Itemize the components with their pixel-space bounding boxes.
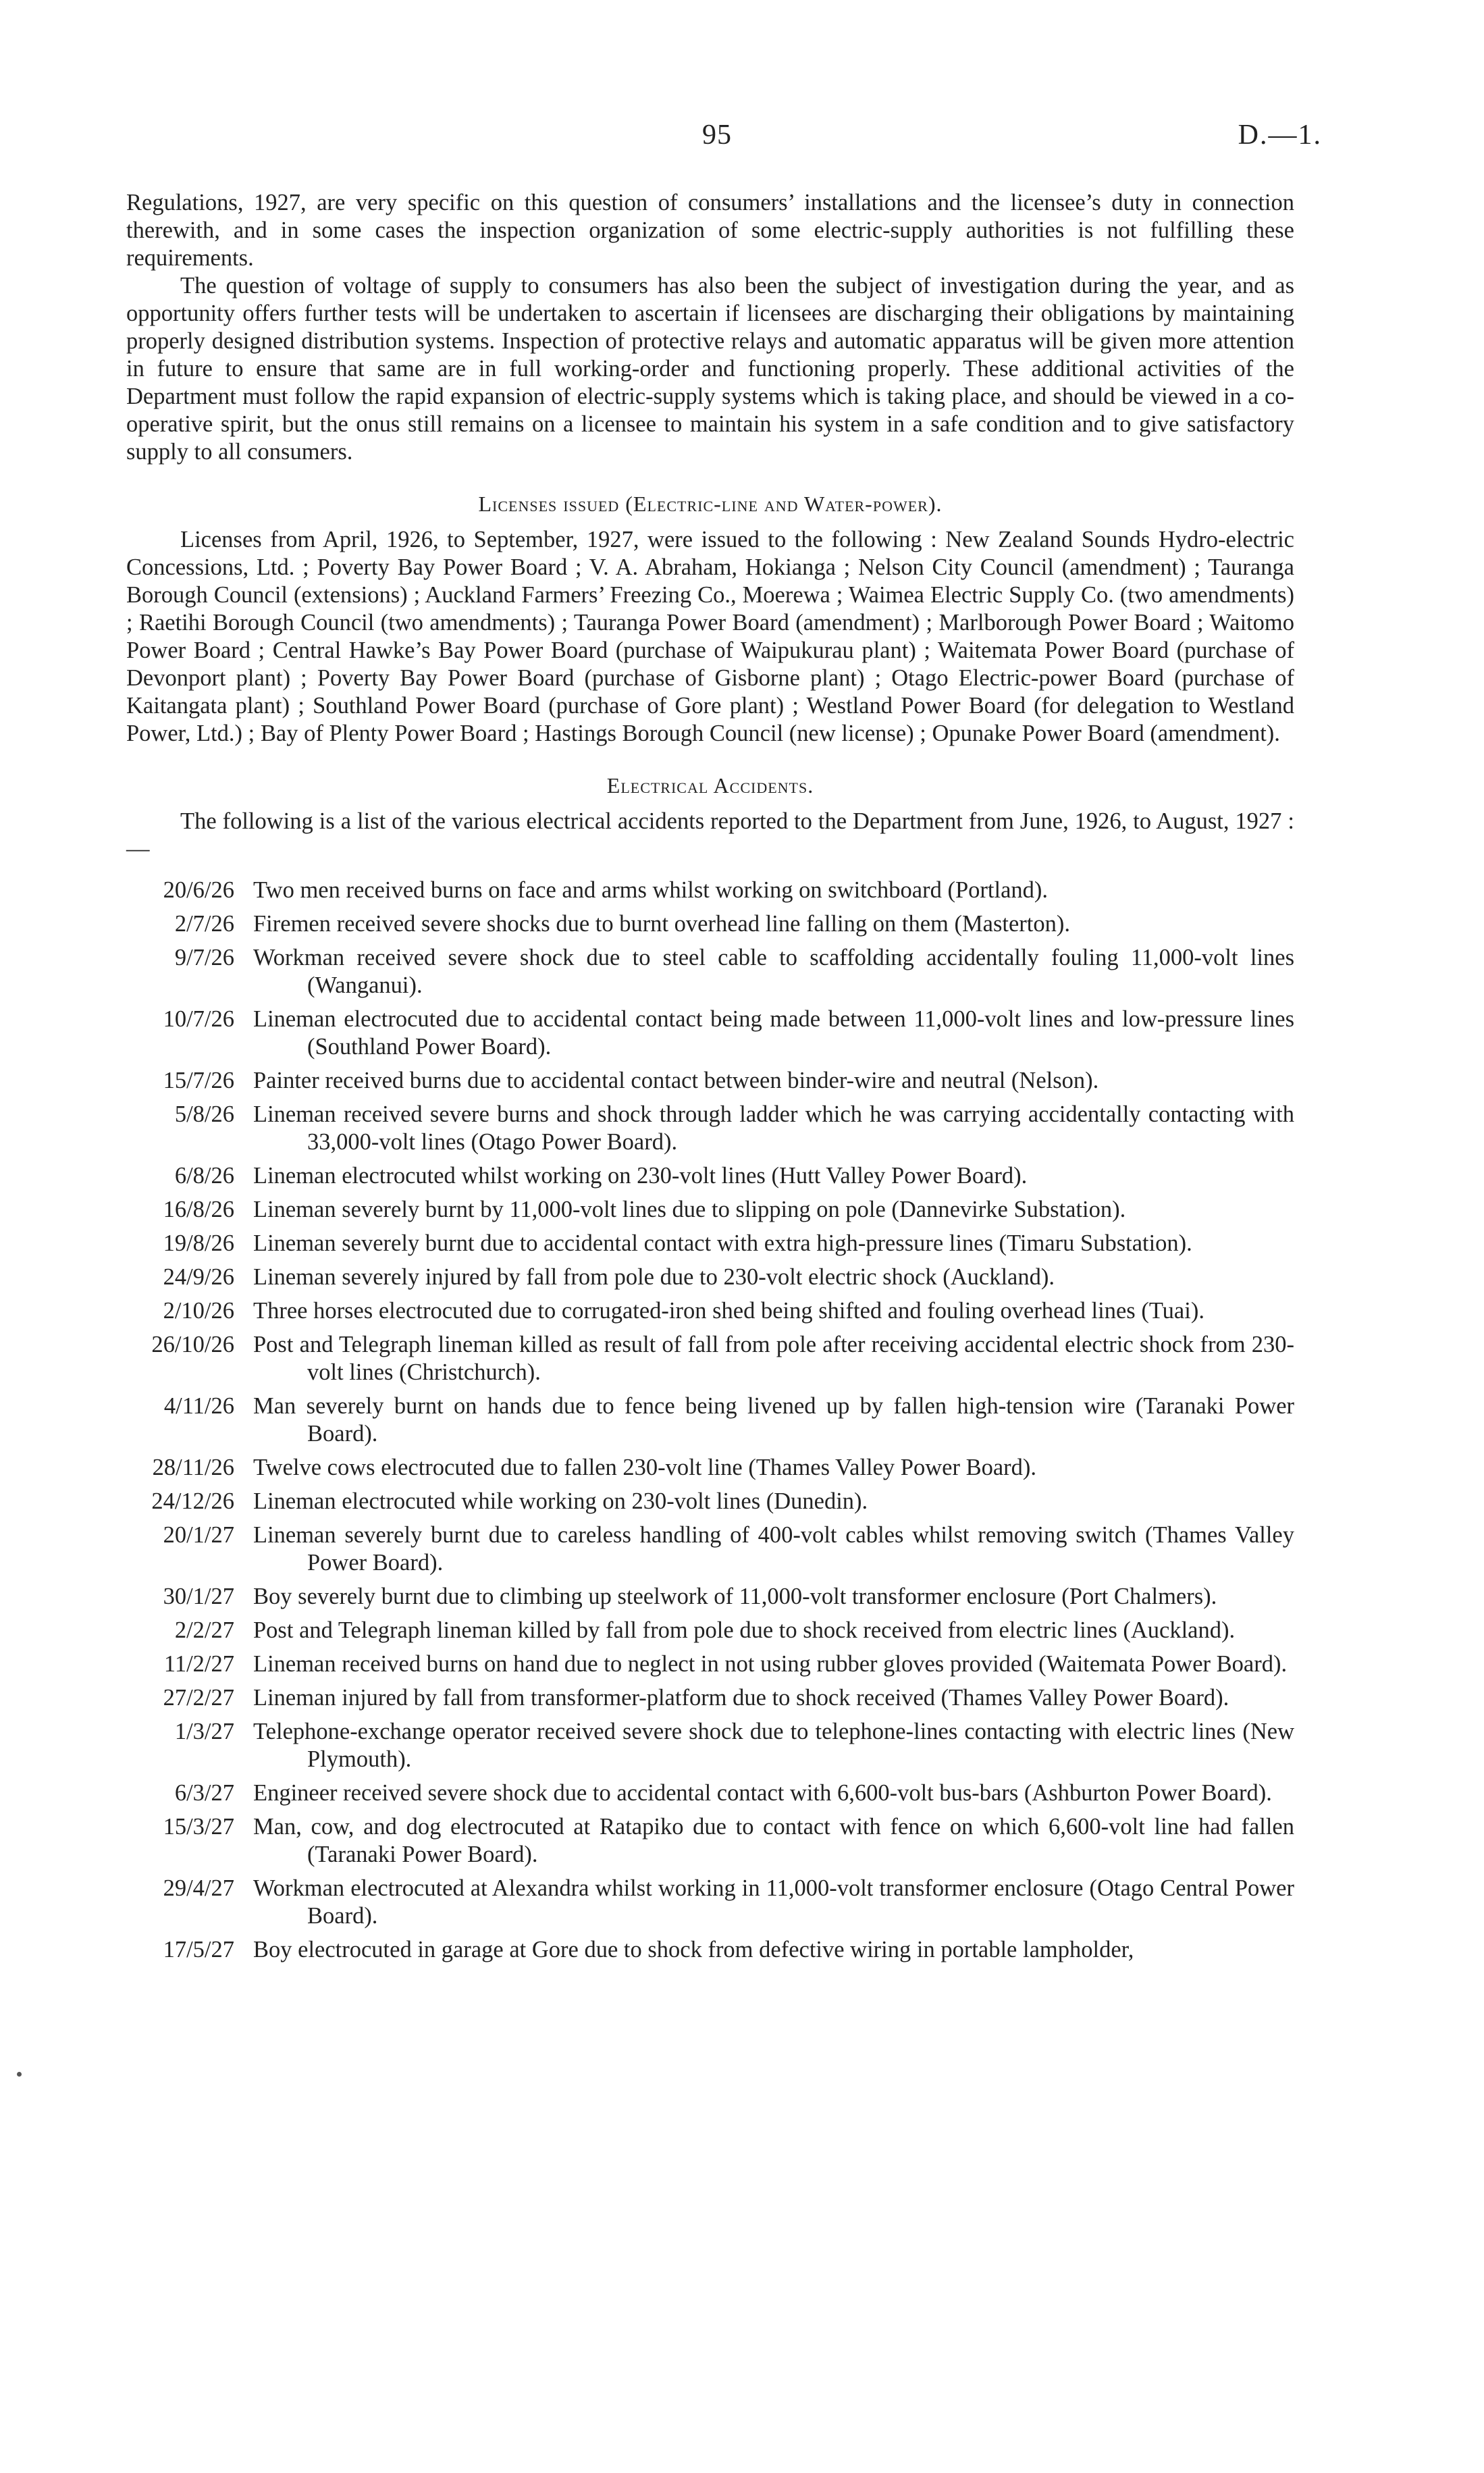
- accident-date: 20/1/27: [163, 1522, 234, 1548]
- accident-description: Lineman severely burnt due to careless handling of 400-volt cables whilst removing switch (Thames Valley Power Board).: [253, 1522, 1294, 1576]
- accident-description: Workman electrocuted at Alexandra whilst working in 11,000-volt transformer enclosure (Otago Central Power Board).: [253, 1875, 1294, 1929]
- accident-entry: [126, 1392, 1294, 1448]
- page-body: [126, 189, 1294, 1964]
- accident-entry: [126, 1297, 1294, 1325]
- accident-description: Post and Telegraph lineman killed as result of fall from pole after receiving accidental electric shock from 230-volt lines (Christchurch).: [253, 1332, 1294, 1385]
- document-reference: D.—1.: [1238, 120, 1322, 151]
- accident-description: Twelve cows electrocuted due to fallen 230-volt line (Thames Valley Power Board).: [253, 1455, 1036, 1480]
- accident-entry: [126, 1488, 1294, 1515]
- accident-date: 30/1/27: [163, 1584, 234, 1609]
- accident-date: 19/8/26: [163, 1230, 234, 1256]
- accident-description: Boy electrocuted in garage at Gore due to shock from defective wiring in portable lampholder,: [253, 1937, 1134, 1962]
- accident-date: 17/5/27: [163, 1937, 234, 1962]
- accident-description: Telephone-exchange operator received severe shock due to telephone-lines contacting with electric lines (New Plymouth).: [253, 1719, 1294, 1772]
- accident-entry: [126, 1196, 1294, 1224]
- accident-date: 15/7/26: [163, 1068, 234, 1093]
- accident-description: Post and Telegraph lineman killed by fall from pole due to shock received from electric lines (Auckland).: [253, 1617, 1236, 1643]
- accident-entry: [126, 1684, 1294, 1712]
- accident-date: 16/8/26: [163, 1197, 234, 1222]
- accident-entry: [126, 1101, 1294, 1156]
- accident-date: 26/10/26: [151, 1332, 234, 1357]
- accident-description: Lineman severely injured by fall from pole due to 230-volt electric shock (Auckland).: [253, 1264, 1055, 1290]
- accident-date: 2/10/26: [163, 1298, 234, 1324]
- accident-entry: [126, 1779, 1294, 1807]
- accident-description: Three horses electrocuted due to corrugated-iron shed being shifted and fouling overhead lines (Tuai).: [253, 1298, 1204, 1324]
- accident-date: 5/8/26: [174, 1101, 234, 1127]
- accident-description: Lineman received burns on hand due to neglect in not using rubber gloves provided (Waitemata Power Board).: [253, 1651, 1288, 1677]
- accident-entry: [126, 1264, 1294, 1291]
- accident-date: 1/3/27: [174, 1719, 234, 1744]
- accident-entry: [126, 1583, 1294, 1611]
- accidents-intro: The following is a list of the various electrical accidents reported to the Department from June, 1926, to August, 1927 :—: [126, 808, 1294, 862]
- accident-date: 24/9/26: [163, 1264, 234, 1290]
- accident-date: 2/2/27: [174, 1617, 234, 1643]
- accident-description: Lineman injured by fall from transformer-platform due to shock received (Thames Valley Power Board).: [253, 1685, 1229, 1711]
- accident-entry: [126, 910, 1294, 938]
- accident-description: Firemen received severe shocks due to burnt overhead line falling on them (Masterton).: [253, 911, 1070, 937]
- accident-date: 2/7/26: [174, 911, 234, 937]
- accident-description: Lineman electrocuted whilst working on 230-volt lines (Hutt Valley Power Board).: [253, 1163, 1028, 1189]
- accident-date: 4/11/26: [163, 1393, 234, 1419]
- accident-description: Lineman severely burnt due to accidental contact with extra high-pressure lines (Timaru Substation).: [253, 1230, 1192, 1256]
- accident-description: Painter received burns due to accidental contact between binder-wire and neutral (Nelson).: [253, 1068, 1099, 1093]
- accident-entry: [126, 1936, 1294, 1964]
- accident-description: Lineman electrocuted due to accidental contact being made between 11,000-volt lines and low-pressure lines (Southland Power Board).: [253, 1006, 1294, 1060]
- accident-entry: [126, 1162, 1294, 1190]
- accident-date: 27/2/27: [163, 1685, 234, 1711]
- licenses-paragraph: Licenses from April, 1926, to September, 1927, were issued to the following : New Zealand Sounds Hydro-electric Concessions, Ltd. ; Poverty Bay Power Board ; V. A. Abraham, Hokianga ; Nelson City Council (amendment) ; Tauranga Borough Council (extensions) ; Auckland Farmers’ Freezing Co., Moerewa ; Waimea Electric Supply Co. (two amendments) ; Raetihi Borough Council (two amendments) ; Tauranga Power Board (amendment) ; Marlborough Power Board ; Waitomo Power Board ; Central Hawke’s Bay Power Board (purchase of Waipukurau plant) ; Waitemata Power Board (purchase of Devonport plant) ; Poverty Bay Power Board (purchase of Gisborne plant) ; Otago Electric-power Board (purchase of Kaitangata plant) ; Southland Power Board (purchase of Gore plant) ; Westland Power Board (for delegation to Westland Power, Ltd.) ; Bay of Plenty Power Board ; Hastings Borough Council (new license) ; Opunake Power Board (amendment).: [126, 527, 1294, 746]
- accident-date: 29/4/27: [163, 1875, 234, 1901]
- accident-date: 15/3/27: [163, 1814, 234, 1840]
- accident-date: 24/12/26: [151, 1488, 234, 1514]
- accident-date: 6/8/26: [174, 1163, 234, 1189]
- accident-description: Man severely burnt on hands due to fence being livened up by fallen high-tension wire (Taranaki Power Board).: [253, 1393, 1294, 1447]
- accident-description: Man, cow, and dog electrocuted at Ratapiko due to contact with fence on which 6,600-volt line had fallen (Taranaki Power Board).: [253, 1814, 1294, 1867]
- accident-date: 28/11/26: [152, 1455, 234, 1480]
- accident-entry: [126, 877, 1294, 904]
- licenses-heading: Licenses issued (Electric-line and Water-power).: [478, 492, 943, 516]
- accident-description: Two men received burns on face and arms whilst working on switchboard (Portland).: [253, 877, 1048, 903]
- accident-description: Lineman electrocuted while working on 230-volt lines (Dunedin).: [253, 1488, 868, 1514]
- accident-entry: [126, 1718, 1294, 1773]
- intro-paragraph-2: The question of voltage of supply to consumers has also been the subject of investigation during the year, and as opportunity offers further tests will be undertaken to ascertain if licensees are discharging their obligations by maintaining properly designed distribution systems. Inspection of protective relays and automatic apparatus will be given more attention in future to ensure that same are in full working-order and functioning properly. These additional activities of the Department must follow the rapid expansion of electric-supply systems which is taking place, and should be viewed in a co-operative spirit, but the onus still remains on a licensee to maintain his system in a safe condition and to give satisfactory supply to all consumers.: [126, 273, 1294, 465]
- accident-entry: [126, 1875, 1294, 1930]
- accident-entry: [126, 1331, 1294, 1386]
- accident-list: [126, 877, 1294, 1964]
- accident-date: 20/6/26: [163, 877, 234, 903]
- accident-entry: [126, 1617, 1294, 1644]
- accident-description: Lineman received severe burns and shock through ladder which he was carrying accidentally contacting with 33,000-volt lines (Otago Power Board).: [253, 1101, 1294, 1155]
- accident-date: 10/7/26: [163, 1006, 234, 1032]
- accident-entry: [126, 1006, 1294, 1061]
- accident-entry: [126, 1813, 1294, 1869]
- accident-entry: [126, 1454, 1294, 1482]
- accident-entry: [126, 944, 1294, 999]
- accident-description: Workman received severe shock due to steel cable to scaffolding accidentally fouling 11,000-volt lines (Wanganui).: [253, 945, 1294, 998]
- accident-date: 6/3/27: [174, 1780, 234, 1806]
- accident-entry: [126, 1650, 1294, 1678]
- accident-entry: [126, 1067, 1294, 1095]
- accidents-heading: Electrical Accidents.: [606, 773, 814, 798]
- accident-description: Lineman severely burnt by 11,000-volt lines due to slipping on pole (Dannevirke Substation).: [253, 1197, 1126, 1222]
- intro-paragraph-1: Regulations, 1927, are very specific on this question of consumers’ installations and the licensee’s duty in connection therewith, and in some cases the inspection organization of some electric-supply authorities is not fulfilling these requirements.: [126, 190, 1294, 271]
- accident-date: 11/2/27: [163, 1651, 234, 1677]
- accident-entry: [126, 1230, 1294, 1257]
- accident-description: Boy severely burnt due to climbing up steelwork of 11,000-volt transformer enclosure (Port Chalmers).: [253, 1584, 1217, 1609]
- accident-date: 9/7/26: [174, 945, 234, 970]
- page-number: 95: [702, 120, 732, 151]
- accident-description: Engineer received severe shock due to accidental contact with 6,600-volt bus-bars (Ashburton Power Board).: [253, 1780, 1272, 1806]
- margin-dot: [17, 2072, 22, 2077]
- accident-entry: [126, 1521, 1294, 1577]
